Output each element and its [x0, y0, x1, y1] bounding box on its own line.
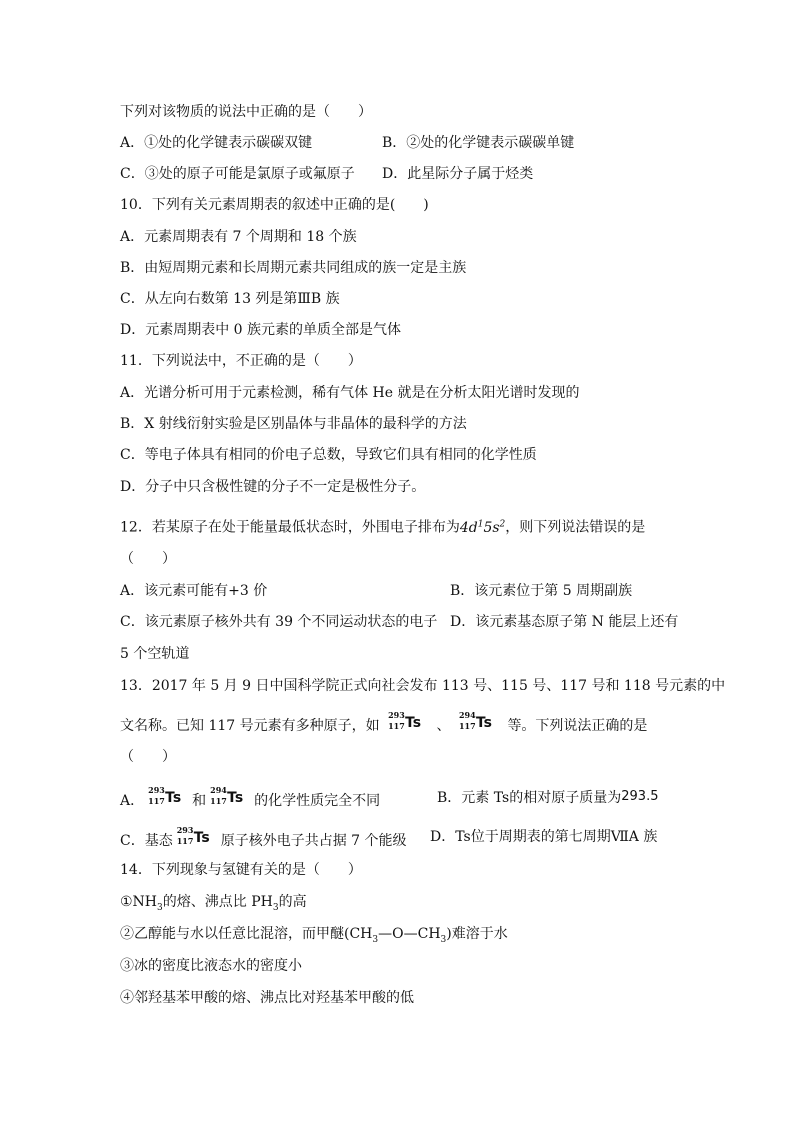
q14-i2-pre: ②乙醇能与水以任意比混溶，而甲醚(CH [120, 926, 373, 942]
config-5s-exp: 2 [499, 519, 506, 529]
q13-a-and: 和 [192, 793, 207, 809]
q12-stem-pre: 12．若某原子在处于能量最低状态时，外围电子排布为 [120, 519, 460, 536]
q10-option-b: B．由短周期元素和长周期元素共同组成的族一定是主族 [120, 260, 467, 276]
q12-option-b: B．该元素位于第 5 周期副族 [450, 583, 633, 599]
q9-option-a: A．①处的化学键表示碳碳双键 [120, 135, 313, 151]
subscript: 3 [272, 902, 279, 913]
atomic-number: 117 [148, 796, 165, 806]
mass-number: 293 [148, 785, 165, 795]
q14-item-3: ③冰的密度比液态水的密度小 [120, 958, 302, 974]
q14-i2-post: )难溶于水 [446, 926, 508, 942]
q13-sep: 、 [436, 718, 451, 734]
q11-option-b: B．X 射线衍射实验是区别晶体与非晶体的最科学的方法 [120, 416, 467, 432]
mass-number: 293 [176, 825, 194, 835]
q13-b-value: 293.5 [621, 789, 659, 804]
q12-option-d-cont: 5 个空轨道 [120, 646, 190, 662]
q10-option-d: D．元素周期表中 0 族元素的单质全部是气体 [120, 322, 402, 338]
q13-option-a [120, 785, 381, 810]
nuclide-ts-293 [148, 785, 188, 810]
q10-option-c: C．从左向右数第 13 列是第ⅢB 族 [120, 291, 340, 307]
q14-item-4: ④邻羟基苯甲酸的熔、沸点比对羟基苯甲酸的低 [120, 990, 414, 1006]
q13-a-pre: A． [120, 793, 145, 809]
subscript: 3 [440, 934, 447, 945]
q10-option-a: A．元素周期表有 7 个周期和 18 个族 [120, 229, 357, 245]
q12-option-c: C．该元素原子核外共有 39 个不同运动状态的电子 [120, 614, 438, 630]
nuclide-ts-293 [388, 710, 428, 735]
q14-stem: 14．下列现象与氢键有关的是（ ） [120, 862, 362, 878]
q14-i1-post: 的高 [278, 894, 307, 910]
q14-item-1 [120, 893, 307, 917]
nuclide-ts-293 [176, 825, 217, 850]
q11-option-d: D．分子中只含极性键的分子不一定是极性分子。 [120, 479, 426, 495]
q14-i2-mid: —O—CH [378, 926, 441, 942]
q12-paren: （ ） [120, 551, 176, 567]
nuclide-ts-294 [210, 785, 250, 810]
q13-stem-line2 [120, 710, 648, 735]
config-4d-exp: 1 [477, 519, 484, 529]
q9-option-b: B．②处的化学键表示碳碳单键 [382, 135, 575, 151]
q9-option-c: C．③处的原子可能是氯原子或氟原子 [120, 166, 355, 182]
q12-config [460, 520, 505, 536]
q12-option-a: A．该元素可能有+3 价 [120, 583, 268, 599]
mass-number: 293 [388, 710, 405, 720]
q13-paren: （ ） [120, 749, 176, 765]
q13-c-post: 原子核外电子共占据 7 个能级 [220, 833, 407, 849]
element-symbol: Ts [405, 715, 422, 731]
q13-c-pre: C．基态 [120, 833, 173, 849]
element-symbol: Ts [193, 830, 210, 846]
config-4d: 4d [459, 519, 478, 536]
q13-stem2-post: 等。下列说法正确的是 [507, 718, 648, 734]
atomic-number: 117 [458, 721, 476, 731]
element-symbol: Ts [475, 715, 493, 731]
q9-option-d: D．此星际分子属于烃类 [382, 166, 534, 182]
q11-option-c: C．等电子体具有相同的价电子总数，导致它们具有相同的化学性质 [120, 447, 537, 463]
q14-i1-mid: 的熔、沸点比 PH [162, 894, 273, 910]
q14-item-2 [120, 925, 508, 949]
subscript: 3 [157, 902, 163, 913]
element-symbol: Ts [227, 790, 244, 806]
mass-number: 294 [210, 785, 227, 795]
q11-stem: 11．下列说法中，不正确的是（ ） [120, 353, 362, 369]
q10-stem: 10．下列有关元素周期表的叙述中正确的是( ) [120, 197, 429, 213]
q12-stem [120, 515, 645, 537]
q9-stem: 下列对该物质的说法中正确的是（ ） [120, 104, 372, 120]
q11-option-a: A．光谱分析可用于元素检测，稀有气体 He 就是在分析太阳光谱时发现的 [120, 385, 580, 401]
nuclide-ts-294 [458, 710, 499, 735]
element-symbol: Ts [165, 790, 182, 806]
config-5s: 5s [483, 519, 500, 536]
q13-b-pre: B．元素 Ts的相对原子质量为 [437, 790, 622, 806]
q13-a-post: 的化学性质完全不同 [254, 793, 381, 809]
q13-stem-line1: 13．2017 年 5 月 9 日中国科学院正式向社会发布 113 号、115 号、117 号和 118 号元素的中 [120, 678, 726, 694]
q12-option-d: D．该元素基态原子第 N 能层上还有 [450, 614, 679, 630]
q12-stem-post: ，则下列说法错误的是 [505, 519, 646, 536]
q14-i1-pre: ①NH [120, 894, 158, 910]
atomic-number: 117 [210, 796, 227, 806]
mass-number: 294 [458, 710, 476, 720]
atomic-number: 117 [388, 721, 405, 731]
atomic-number: 117 [176, 836, 194, 846]
q13-stem2-pre: 文名称。已知 117 号元素有多种原子，如 [120, 718, 380, 734]
q13-option-c [120, 825, 407, 850]
q13-option-b [437, 788, 658, 807]
q13-option-d: D．Ts位于周期表的第七周期ⅦA 族 [430, 829, 658, 845]
subscript: 3 [372, 934, 379, 945]
